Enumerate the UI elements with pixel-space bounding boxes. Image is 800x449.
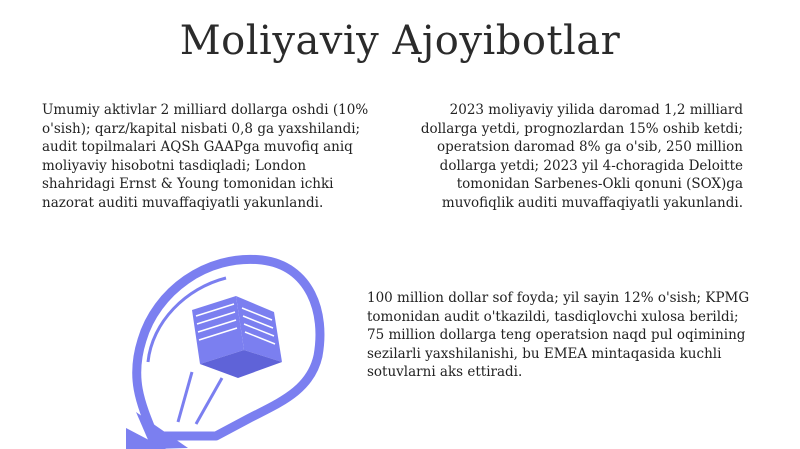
text-block-bottom: 100 million dollar sof foyda; yil sayin 12% o'sish; KPMG tomonidan audit o'tkazildi, tasdiqlovchi xulosa berildi; 75 million dollarga teng operatsion naqd pul oqimining sezilarli yaxshilanishi, bu EMEA mintaqasida kuchli sotuvlarni aks ettiradi. [367, 290, 750, 381]
page-title: Moliyaviy Ajoyibotlar [179, 18, 621, 64]
text-block-left: Umumiy aktivlar 2 milliard dollarga oshdi (10% o'sish); qarz/kapital nisbati 0,8 ga yaxshilandi; audit topilmalari AQSh GAAPga muvofiq aniq moliyaviy hisobotni tasdiqladi; London shahridagi Ernst & Young tomonidan ichki nazorat auditi muvaffaqiyatli yakunlandi. [42, 102, 369, 211]
text-block-right: 2023 moliyaviy yilida daromad 1,2 milliard dollarga yetdi, prognozlardan 15% oshib ketdi; operatsion daromad 8% ga o'sib, 250 million dollarga yetdi; 2023 yil 4-choragida Deloitte tomonidan Sarbenes-Okli qonuni (SOX)ga muvofiqlik auditi muvaffaqiyatli yakunlandi. [420, 102, 743, 211]
lightbulb-book-icon [96, 252, 326, 449]
